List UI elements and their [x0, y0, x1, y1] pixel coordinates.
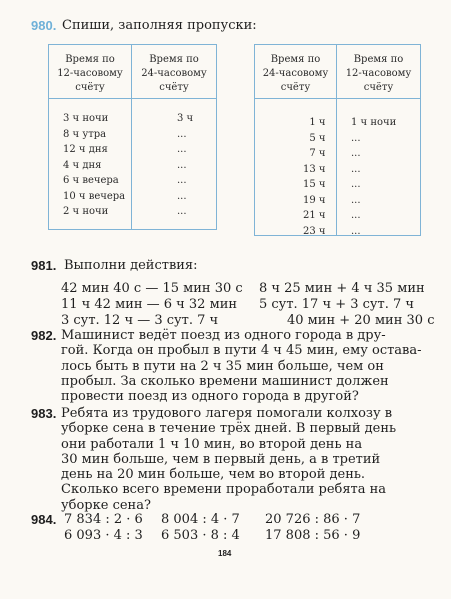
ex980-table_right-col2-cell: ... [351, 132, 361, 144]
ex980-table_left-col1-cell: 10 ч вечера [63, 190, 126, 202]
table-left-column-12h [63, 111, 125, 220]
ex981-row-3-left: 3 сут. 12 ч — 3 сут. 7 ч [61, 313, 219, 328]
ex980-table_left-col1-cell: 8 ч утра [63, 128, 107, 140]
table-right-header-1: Время по 24-часовому счёту [262, 54, 329, 93]
ex981-row-2-right: 5 сут. 17 ч + 3 сут. 7 ч [259, 297, 415, 312]
ex980-table_left-col2-cell: 3 ч [177, 113, 194, 124]
exercise-984-number: 984. [31, 512, 57, 527]
ex984-row-1-col-3: 20 726 : 86 · 7 [265, 512, 361, 527]
ex980-table_right-col1-cell: 15 ч [303, 179, 326, 190]
ex980-table_right-col2-cell: 1 ч ночи [351, 117, 397, 128]
ex980-table_left-col1-cell: 6 ч вечера [63, 175, 119, 186]
table-right-column-12h [351, 115, 396, 239]
ex980-table_right-col2-cell: ... [351, 163, 361, 175]
ex980-table_right-col1-cell: 19 ч [303, 194, 326, 206]
ex980-table_right-col2-cell: ... [351, 179, 361, 190]
table-left-header-1: Время по 12-часовому счёту [57, 54, 123, 93]
ex980-table_right-col2-cell: ... [351, 210, 361, 221]
ex980-table_right-col2-cell: ... [351, 194, 361, 206]
ex984-row-1-col-2: 8 004 : 4 · 7 [161, 512, 240, 527]
ex980-table_left-col2-cell: ... [177, 159, 187, 171]
ex980-table_right-col1-cell: 23 ч [303, 225, 326, 237]
table-left-column-24h [177, 111, 193, 220]
page-number: 184 [218, 549, 232, 558]
exercise-981-instruction: Выполни действия: [64, 258, 198, 273]
ex980-table_left-col2-cell: ... [177, 206, 187, 217]
ex980-table_right-col1-cell: 21 ч [303, 210, 326, 221]
ex980-table_right-col1-cell: 1 ч [309, 117, 326, 128]
table-24-to-12 [254, 44, 421, 236]
exercise-983-text: Ребята из трудового лагеря помогали колхозу в уборке сена в течение трёх дней. В первый день они работали 1 ч 10 мин, во второй день на 30 мин больше, чем в первый день, а в третий день на 20 мин больше, чем во второй день. Сколько всего времени проработали ребята на уборке сена? [61, 406, 397, 513]
ex980-table_right-col2-cell: ... [351, 148, 361, 159]
ex984-row-2-col-3: 17 808 : 56 · 9 [265, 528, 361, 543]
exercise-980-instruction: Спиши, заполняя пропуски: [62, 18, 257, 33]
table-right-column-24h [303, 115, 326, 239]
ex980-table_right-col1-cell: 13 ч [303, 163, 326, 175]
exercise-982-number: 982. [31, 328, 57, 343]
ex980-table_left-col2-cell: ... [177, 175, 187, 186]
ex980-table_right-col2-cell: ... [351, 225, 361, 237]
ex980-table_left-col1-cell: 3 ч ночи [63, 113, 109, 124]
table-left-header-2: Время по 24-часовому счёту [141, 54, 207, 93]
ex984-row-1-col-1: 7 834 : 2 · 6 [64, 512, 143, 527]
table-right-header-2: Время по 12-часовому счёту [345, 54, 412, 93]
ex980-table_left-col2-cell: ... [177, 190, 187, 202]
exercise-983-number: 983. [31, 406, 57, 421]
ex980-table_left-col1-cell: 2 ч ночи [63, 206, 109, 217]
ex980-table_left-col2-cell: ... [177, 144, 187, 155]
ex984-row-2-col-2: 6 503 · 8 : 4 [161, 528, 240, 543]
ex980-table_left-col1-cell: 4 ч дня [63, 159, 102, 171]
exercise-982-text: Машинист ведёт поезд из одного города в дру- гой. Когда он пробыл в пути 4 ч 45 мин, ему остава- лось быть в пути на 2 ч 35 мин больше, чем он пробыл. За сколько времени машинист должен провести поезд из одного города в другой? [61, 328, 422, 405]
exercise-981-number: 981. [31, 258, 57, 273]
ex980-table_left-col2-cell: ... [177, 128, 187, 140]
ex981-row-1-right: 8 ч 25 мин + 4 ч 35 мин [259, 281, 425, 296]
ex981-row-2-left: 11 ч 42 мин — 6 ч 32 мин [61, 297, 238, 312]
ex980-table_left-col1-cell: 12 ч дня [63, 144, 108, 155]
ex980-table_right-col1-cell: 7 ч [309, 148, 326, 159]
exercise-980-number: 980. [31, 18, 57, 33]
ex980-table_right-col1-cell: 5 ч [309, 132, 326, 144]
ex981-row-3-right: 40 мин + 20 мин 30 с [287, 313, 435, 328]
ex981-row-1-left: 42 мин 40 с — 15 мин 30 с [61, 281, 243, 296]
table-12-to-24 [48, 44, 217, 230]
ex984-row-2-col-1: 6 093 · 4 : 3 [64, 528, 143, 543]
